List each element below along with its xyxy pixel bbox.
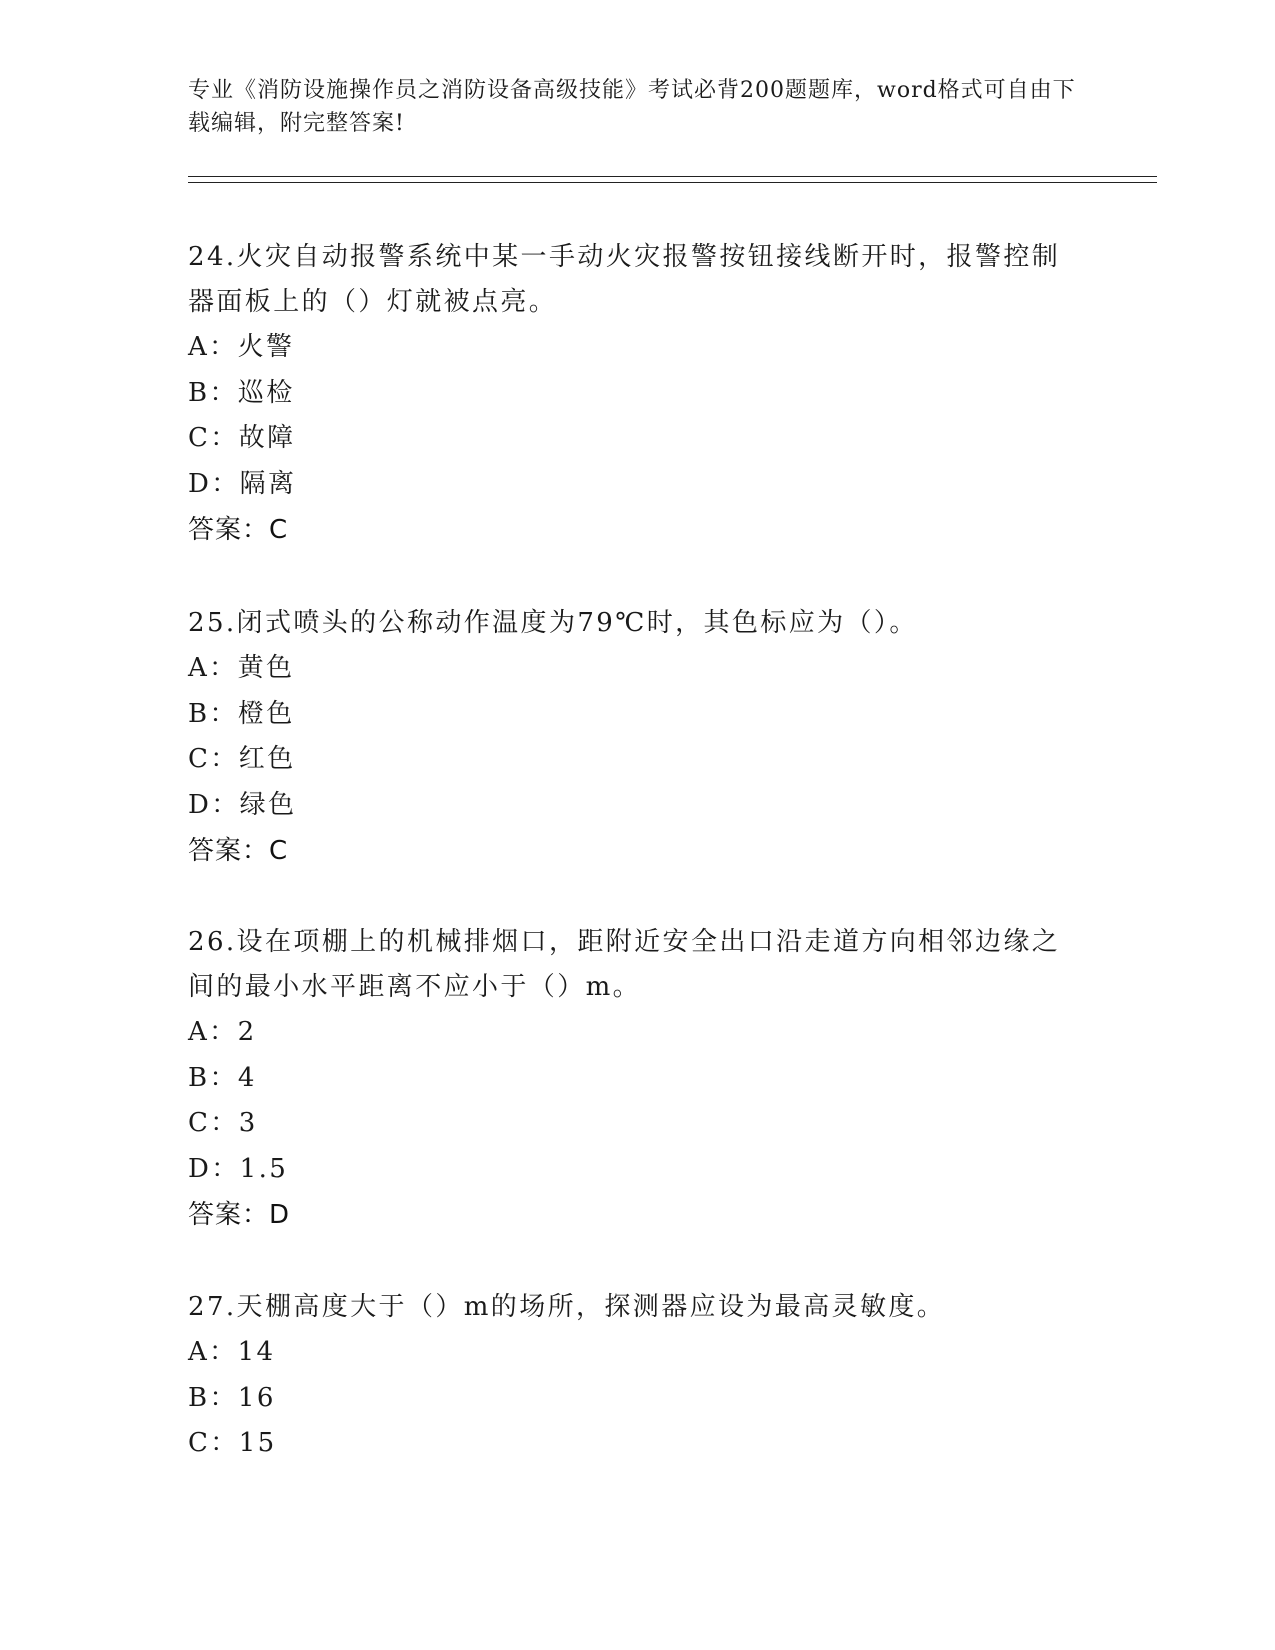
question-25 (188, 601, 1088, 874)
option-b: B：橙色 (188, 698, 295, 729)
option-a: A：火警 (188, 332, 295, 362)
document-header: 专业《消防设施操作员之消防设备高级技能》考试必背200题题库，word格式可自由下载编辑，附完整答案! (188, 78, 1076, 136)
header-divider-bottom (188, 182, 1157, 183)
option-d: D：隔离 (188, 468, 297, 499)
option-d: D：1.5 (188, 1153, 289, 1184)
question-26 (188, 920, 1088, 1238)
option-d: D：绿色 (188, 789, 297, 820)
question-stem: 25.闭式喷头的公称动作温度为79℃时，其色标应为（）。 (188, 608, 918, 638)
option-c: C：故障 (188, 423, 296, 453)
answer-line: 答案：D (188, 1200, 291, 1230)
option-c: C：15 (188, 1428, 277, 1458)
header-divider-top (188, 176, 1157, 177)
question-27 (188, 1285, 1088, 1467)
question-stem: 26.设在项棚上的机械排烟口，距附近安全出口沿走道方向相邻边缘之间的最小水平距离不应小于（）m。 (188, 927, 1061, 1002)
option-a: A：2 (188, 1017, 257, 1047)
answer-line: 答案：C (188, 836, 289, 866)
option-b: B：巡检 (188, 377, 295, 408)
option-a: A：14 (188, 1337, 276, 1367)
option-b: B：4 (188, 1062, 257, 1093)
question-stem: 24.火灾自动报警系统中某一手动火灾报警按钮接线断开时，报警控制器面板上的（）灯就被点亮。 (188, 242, 1061, 317)
option-c: C：红色 (188, 744, 296, 774)
option-a: A：黄色 (188, 653, 295, 683)
option-b: B：16 (188, 1382, 276, 1413)
question-stem: 27.天棚高度大于（）m的场所，探测器应设为最高灵敏度。 (188, 1292, 946, 1322)
option-c: C：3 (188, 1108, 258, 1138)
question-24 (188, 235, 1088, 553)
answer-line: 答案：C (188, 515, 289, 545)
